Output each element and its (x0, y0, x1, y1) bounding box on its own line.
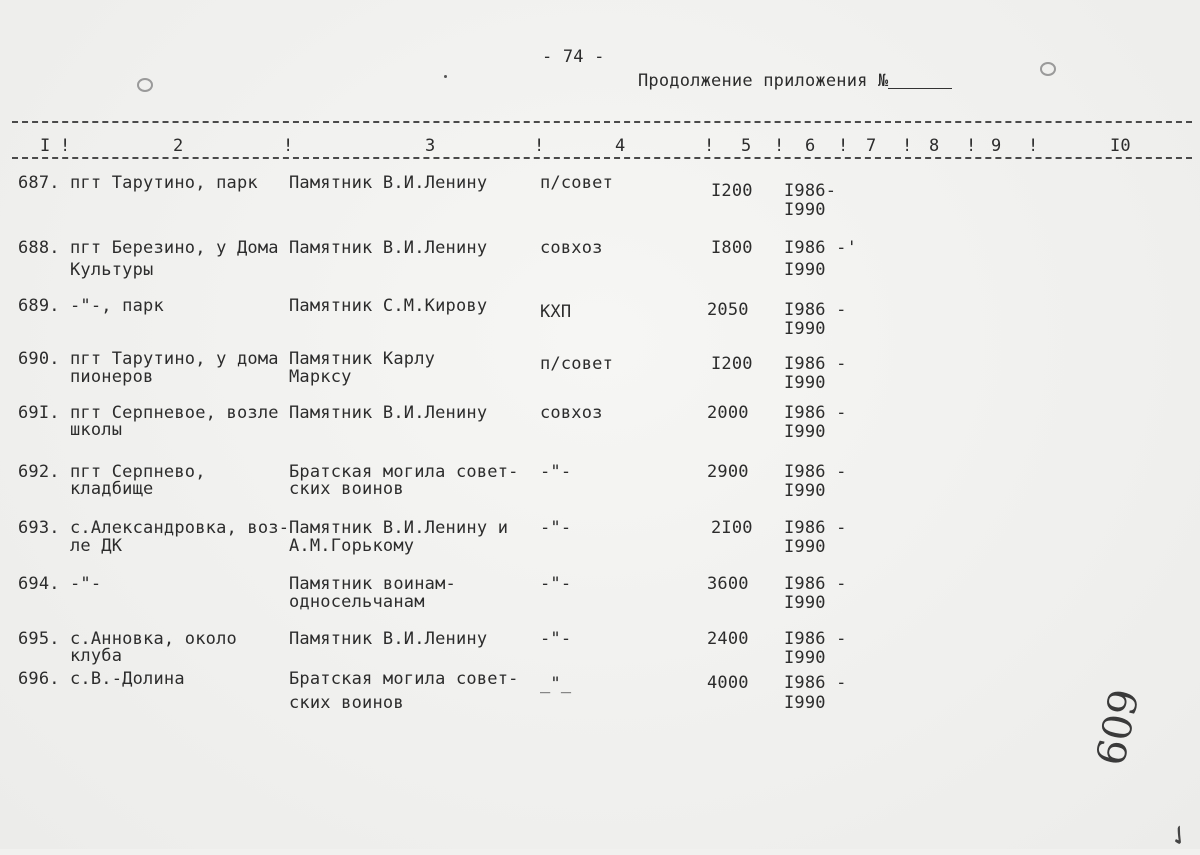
row-years-start: I986 - (784, 629, 847, 649)
col-separator: ! (283, 136, 294, 156)
col-separator: ! (774, 136, 785, 156)
row-years-end: I990 (784, 422, 826, 442)
row-object: Братская могила совет- (289, 669, 519, 689)
row-cost: 4000 (707, 673, 749, 693)
row-years-start: I986 - (784, 673, 847, 693)
row-object: Памятник воинам- (289, 574, 456, 594)
row-number: 693. (18, 518, 60, 538)
row-object-cont: ских воинов (289, 479, 404, 499)
row-number: 690. (18, 349, 60, 369)
row-number: 696. (18, 669, 60, 689)
col-separator: ! (838, 136, 849, 156)
row-place: -"- (70, 574, 102, 594)
col-separator: ! (60, 136, 71, 156)
row-owner: -"- (540, 574, 572, 594)
row-owner: п/совет (540, 354, 614, 374)
row-cost: 3600 (707, 574, 749, 594)
row-owner: _"_ (540, 674, 572, 694)
row-place-cont: пионеров (70, 367, 154, 387)
row-cost: 2I00 (711, 518, 753, 538)
col-separator: ! (1028, 136, 1039, 156)
row-object: Братская могила совет- (289, 462, 519, 482)
row-object-cont: А.М.Горькому (289, 536, 415, 556)
row-years-end: I990 (784, 593, 826, 613)
row-place-cont: школы (70, 420, 123, 440)
header-rule-top (12, 121, 1192, 123)
col-header-9: 9 (991, 136, 1002, 156)
row-object-cont: односельчанам (289, 592, 425, 612)
row-place: пгт Серпневое, возле (70, 403, 279, 423)
row-years-start: I986 - (784, 403, 847, 423)
appendix-number-blank (888, 88, 952, 89)
row-object: Памятник В.И.Ленину и (289, 518, 509, 538)
row-cost: 2900 (707, 462, 749, 482)
row-place: пгт Березино, у Дома (70, 238, 279, 258)
row-cost: 2400 (707, 629, 749, 649)
row-years-end: I990 (784, 648, 826, 668)
row-place-cont: Культуры (70, 260, 154, 280)
row-cost: I200 (711, 354, 753, 374)
row-years-end: I990 (784, 319, 826, 339)
col-header-8: 8 (929, 136, 940, 156)
row-number: 688. (18, 238, 60, 258)
row-object-cont: Марксу (289, 367, 352, 387)
row-object: Памятник В.И.Ленину (289, 173, 488, 193)
row-object: Памятник Карлу (289, 349, 436, 369)
row-object: Памятник С.М.Кирову (289, 296, 488, 316)
col-separator: ! (704, 136, 715, 156)
row-years-start: I986 - (784, 574, 847, 594)
punch-hole (1040, 62, 1056, 76)
row-owner: -"- (540, 462, 572, 482)
row-place: пгт Серпнево, (70, 462, 206, 482)
corner-pencil-mark: ✓ (1160, 816, 1198, 855)
ink-speck (444, 75, 447, 78)
row-number: 694. (18, 574, 60, 594)
col-header-5: 5 (741, 136, 752, 156)
col-header-2: 2 (173, 136, 184, 156)
punch-hole (137, 78, 153, 92)
row-place: пгт Тарутино, парк (70, 173, 258, 193)
row-years-end: I990 (784, 200, 826, 220)
col-header-1: I (40, 136, 51, 156)
row-cost: 2050 (707, 300, 749, 320)
row-object: Памятник В.И.Ленину (289, 238, 488, 258)
row-cost: 2000 (707, 403, 749, 423)
row-number: 69I. (18, 403, 60, 423)
row-years-end: I990 (784, 260, 826, 280)
row-years-end: I990 (784, 481, 826, 501)
row-owner: п/совет (540, 173, 614, 193)
row-place: с.В.-Долина (70, 669, 185, 689)
handwritten-folio-number: 609 (1088, 685, 1149, 770)
row-cost: I200 (711, 181, 753, 201)
page-number: - 74 - (542, 47, 605, 67)
row-place: -"-, парк (70, 296, 164, 316)
row-owner: совхоз (540, 403, 603, 423)
row-number: 687. (18, 173, 60, 193)
row-owner: -"- (540, 518, 572, 538)
row-owner: КХП (540, 302, 572, 322)
col-separator: ! (902, 136, 913, 156)
row-years-start: I986 - (784, 300, 847, 320)
row-object-cont: ских воинов (289, 693, 404, 713)
col-separator: ! (534, 136, 545, 156)
row-number: 692. (18, 462, 60, 482)
row-years-start: I986 -' (784, 238, 858, 258)
row-place-cont: ле ДК (70, 536, 123, 556)
row-years-start: I986- (784, 181, 837, 201)
row-years-end: I990 (784, 537, 826, 557)
row-years-end: I990 (784, 693, 826, 713)
col-header-10: I0 (1110, 136, 1131, 156)
col-separator: ! (966, 136, 977, 156)
col-header-6: 6 (805, 136, 816, 156)
row-place: с.Александровка, воз- (70, 518, 290, 538)
row-place-cont: кладбище (70, 479, 154, 499)
row-place-cont: клуба (70, 646, 123, 666)
row-number: 689. (18, 296, 60, 316)
header-rule-bottom (12, 157, 1192, 159)
row-number: 695. (18, 629, 60, 649)
row-years-start: I986 - (784, 354, 847, 374)
row-place: с.Анновка, около (70, 629, 237, 649)
continuation-title: Продолжение приложения № (638, 71, 889, 91)
row-place: пгт Тарутино, у дома (70, 349, 279, 369)
row-years-start: I986 - (784, 462, 847, 482)
col-header-4: 4 (615, 136, 626, 156)
row-years-end: I990 (784, 373, 826, 393)
col-header-7: 7 (866, 136, 877, 156)
row-owner: совхоз (540, 238, 603, 258)
row-cost: I800 (711, 238, 753, 258)
row-years-start: I986 - (784, 518, 847, 538)
col-header-3: 3 (425, 136, 436, 156)
row-object: Памятник В.И.Ленину (289, 403, 488, 423)
row-owner: -"- (540, 629, 572, 649)
row-object: Памятник В.И.Ленину (289, 629, 488, 649)
